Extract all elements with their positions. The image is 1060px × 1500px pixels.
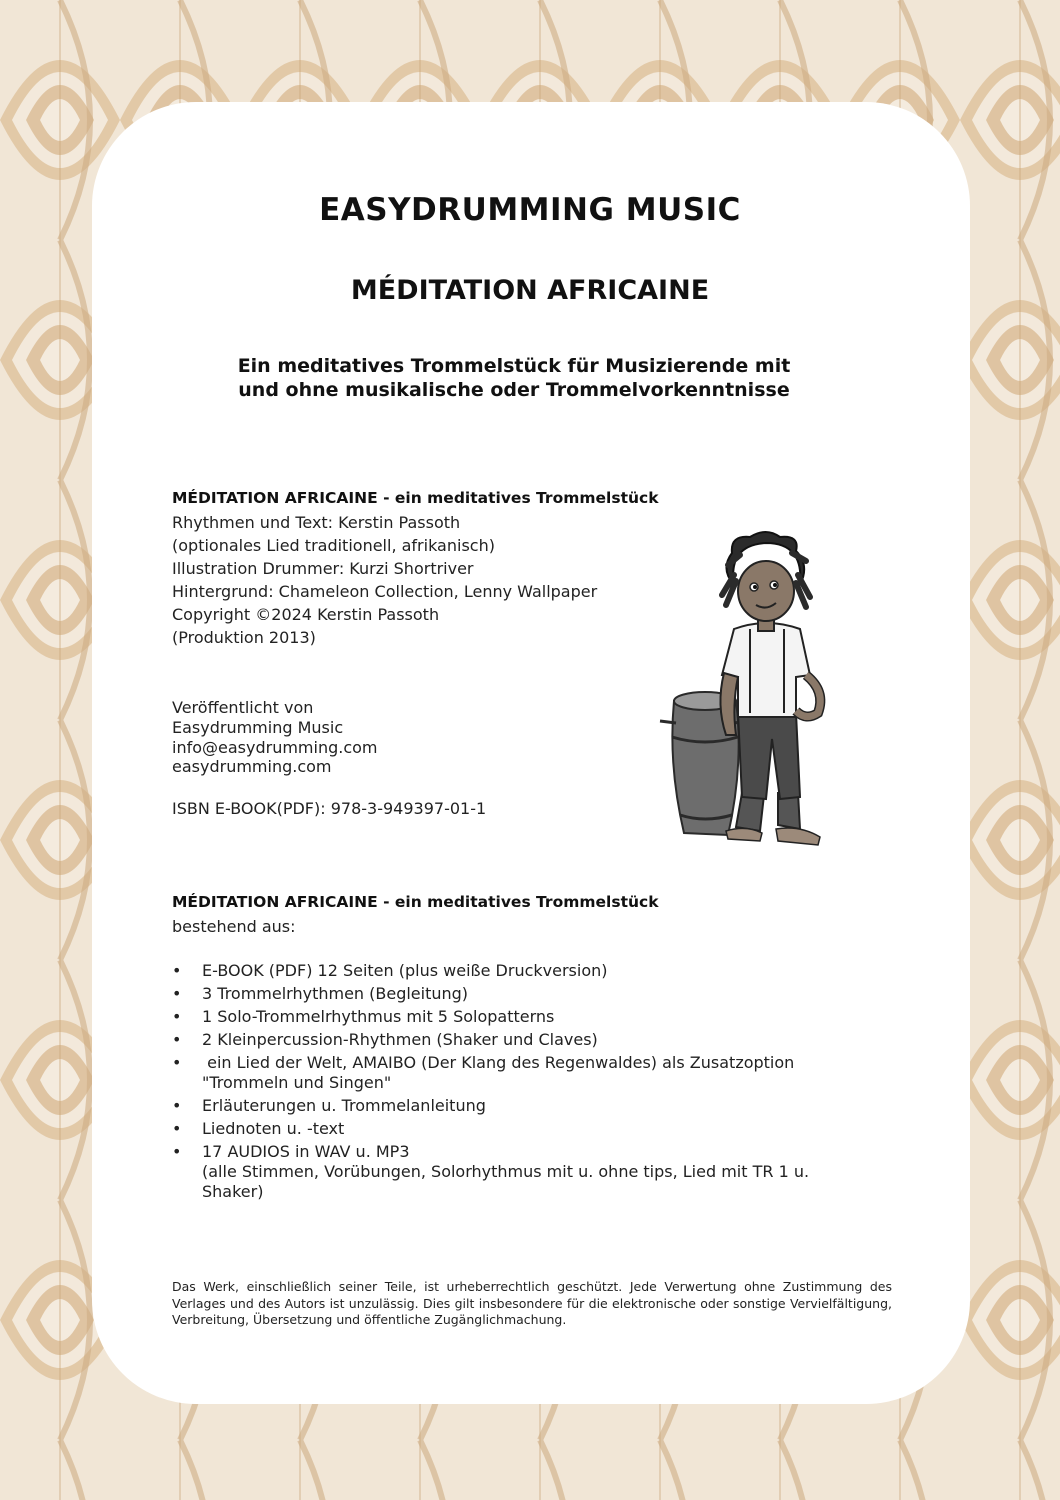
credit-line: Hintergrund: Chameleon Collection, Lenny Wallpaper: [172, 582, 598, 601]
bullet-icon: •: [172, 1142, 182, 1161]
credit-line: Illustration Drummer: Kurzi Shortriver: [172, 559, 474, 578]
tagline-line-1: Ein meditatives Trommelstück für Musizierende mit: [237, 355, 791, 377]
credit-line: Rhythmen und Text: Kerstin Passoth: [172, 513, 461, 532]
list-item-text: 2 Kleinpercussion-Rhythmen (Shaker und Claves): [202, 1030, 598, 1049]
isbn: ISBN E-BOOK(PDF): 978-3-949397-01-1: [172, 799, 487, 818]
list-item: [172, 1007, 872, 1027]
contents-intro: bestehend aus:: [172, 917, 296, 936]
publisher-website: easydrumming.com: [172, 757, 332, 776]
bullet-icon: •: [172, 1030, 182, 1049]
list-item: [172, 1119, 872, 1139]
bullet-icon: •: [172, 1007, 182, 1026]
list-item: [172, 1030, 872, 1050]
list-item: [172, 984, 872, 1004]
bullet-icon: •: [172, 1119, 182, 1138]
list-item-text: Liednoten u. -text: [202, 1119, 345, 1138]
publisher-name: Easydrumming Music: [172, 718, 344, 737]
bullet-icon: •: [172, 984, 182, 1003]
list-item: [172, 1053, 872, 1093]
list-item-text: E-BOOK (PDF) 12 Seiten (plus weiße Druckversion): [202, 961, 608, 980]
copyright-notice: Das Werk, einschließlich seiner Teile, ist urheberrechtlich geschützt. Jede Verwertung ohne Zustimmung des Verlages und des Autors ist unzulässig. Dies gilt insbesondere für die elektronische oder sonstige Vervielfältigung, Verbreitung, Übersetzung und öffentliche Zugänglichmachung.: [172, 1279, 892, 1327]
credit-line: Copyright ©2024 Kerstin Passoth: [172, 605, 440, 624]
list-item-text: ein Lied der Welt, AMAIBO (Der Klang des Regenwaldes) als Zusatzoption "Trommeln und Singen": [202, 1053, 800, 1092]
audio-note: (alle Stimmen, Vorübungen, Solorhythmus mit u. ohne tips, Lied mit TR 1 u. Shaker): [202, 1162, 810, 1201]
list-item-text: Erläuterungen u. Trommelanleitung: [202, 1096, 486, 1115]
credits-heading: MÉDITATION AFRICAINE - ein meditatives Trommelstück: [172, 489, 659, 507]
publisher-email: info@easydrumming.com: [172, 738, 378, 757]
list-item: [172, 1096, 872, 1116]
bullet-icon: •: [172, 961, 182, 980]
contents-list: [172, 961, 872, 1205]
contents-heading: MÉDITATION AFRICAINE - ein meditatives Trommelstück: [172, 893, 659, 911]
credit-line: (Produktion 2013): [172, 628, 316, 647]
tagline-line-2: und ohne musikalische oder Trommelvorkenntnisse: [238, 379, 790, 401]
credit-line: (optionales Lied traditionell, afrikanisch): [172, 536, 495, 555]
list-item: [172, 1142, 872, 1202]
publisher-label: Veröffentlicht von: [172, 698, 314, 717]
list-item-text: 3 Trommelrhythmen (Begleitung): [202, 984, 469, 1003]
bullet-icon: •: [172, 1096, 182, 1115]
list-item-text: 17 AUDIOS in WAV u. MP3: [202, 1142, 410, 1161]
book-title: MÉDITATION AFRICAINE: [350, 275, 710, 306]
list-item-text: 1 Solo-Trommelrhythmus mit 5 Solopatterns: [202, 1007, 555, 1026]
page-title: EASYDRUMMING MUSIC: [319, 192, 741, 228]
tagline: [0, 354, 1028, 402]
bullet-icon: •: [172, 1053, 182, 1072]
drummer-illustration: [650, 525, 860, 860]
list-item: [172, 961, 872, 981]
